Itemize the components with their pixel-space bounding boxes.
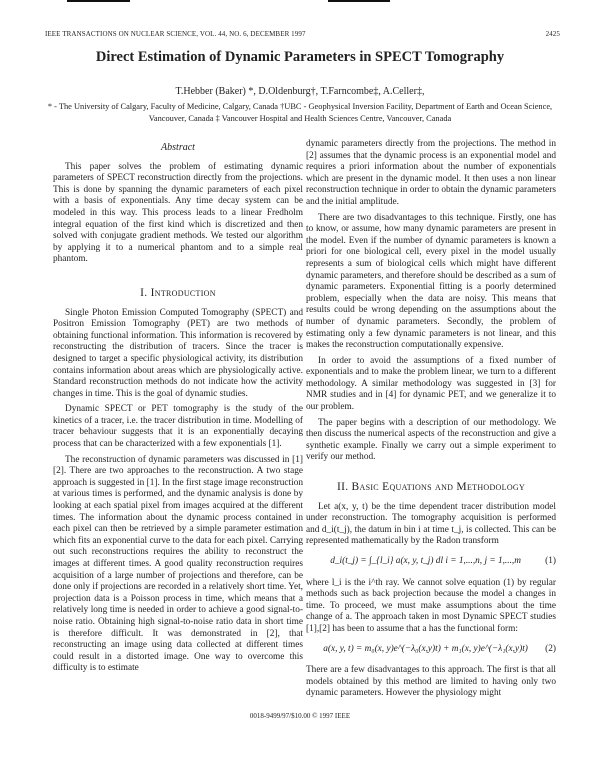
page-number: 2425 [545, 30, 560, 38]
affiliations: * - The University of Calgary, Faculty of Medicine, Calgary, Canada †UBC - Geophysical Inversion Facility, Department of Earth and Ocean Science, Vancouver, Canada ‡ Vancouver Hospital and Health Sciences Centre, Vancouver, Canada [47, 102, 553, 123]
equation-2-number: (2) [545, 643, 556, 654]
left-column [53, 140, 303, 679]
equation-2 [306, 644, 556, 656]
equation-1 [306, 556, 556, 568]
paragraph: The paper begins with a description of our methodology. We then discuss the numerical aspects of the reconstruction and give a synthetic example. Finally we carry out a simple experiment to verify our method. [306, 417, 556, 463]
section-heading-introduction: I. Introduction [140, 286, 216, 299]
paragraph: In order to avoid the assumptions of a fixed number of exponentials and to make the problem linear, we turn to a different methodology. A similar methodology was suggested in [3] for NMR studies and in [4] for dynamic PET, and we generalize it to our problem. [306, 355, 556, 413]
equation-1-body: d_i(t_j) = ∫_{l_i} a(x, y, t_j) dl i = 1,...,n, j = 1,...,m [330, 556, 521, 566]
paragraph: where l_i is the i^th ray. We cannot solve equation (1) by regular methods such as back projection because the model a changes in time. To proceed, we must make assumptions about the time change of a. The approach taken in most Dynamic SPECT studies [1],[2] has been to assume that a has the functional form: [306, 577, 556, 634]
equation-2-body: a(x, y, t) = m₀(x, y)e^(−λ₀(x,y)t) + m₁(x, y)e^(−λ₁(x,y)t) [323, 643, 528, 654]
paragraph: There are two disadvantages to this technique. Firstly, one has to know, or assume, how many dynamic parameters are present in the model. Even if the number of dynamic parameters is known a priori for one biological cell, every pixel in the model usually represents a sum of biological cells which might have different dynamic parameters, and therefore should be described as a sum of dynamic parameters. Exponential fitting is a poorly determined problem, especially when the data are noisy. This means that results could be wrong depending on the assumptions about the number of dynamic parameters. Secondly, the problem of estimating only a few dynamic parameters is not linear, and this makes the reconstruction computationally expensive. [306, 212, 556, 351]
paragraph: Let a(x, y, t) be the time dependent tracer distribution model under reconstruction. The tomography acquisition is performed and d_i(t_j), the datum in bin i at time t_j, is collected. This can be represented mathematically by the Radon transform [306, 501, 556, 547]
abstract-text: This paper solves the problem of estimating dynamic parameters of SPECT reconstruction directly from the projections. This is done by spanning the dynamic parameters of each pixel with a basis of exponentials. Any time decay system can be modeled in this way. This process leads to a linear Fredholm integral equation of the first kind which is discretized and then solved with conjugate gradient methods. We tested our algorithm by applying it to a numerical phantom and to a simple real phantom. [53, 161, 303, 265]
paragraph: Single Photon Emission Computed Tomography (SPECT) and Positron Emission Tomography (PET) are two methods of obtaining functional information. This information is recovered by reconstructing the distribution of tracers. Since the tracer is designed to target a specific physiological activity, its distribution contains information about areas which are physiologically active. Standard reconstruction methods do not indicate how the activity changes in time. This is the goal of dynamic studies. [53, 307, 303, 399]
scan-edge-mark [67, 0, 130, 2]
paragraph: The reconstruction of dynamic parameters was discussed in [1][2]. There are two approaches to the reconstruction. A two stage approach is suggested in [1]. In the first stage image reconstruction at various times is performed, and the dynamic analysis is done by looking at each spatial pixel from images acquired at the different times. The information about the dynamic process contained in each pixel can then be retrieved by a simple parameter estimation which fits an exponential curve to the data for each pixel. Carrying out such reconstructions requires the ability to reconstruct the images at different times. A good quality reconstruction requires acquisition of a large number of projections and therefore, can be done only if projections are recorded in a relatively short time. Yet, projection data is a Poisson process in time, which means that a relatively long time is needed in order to achieve a good signal-to-noise ratio. Obtaining high signal-to-noise ratio data in short time is therefore difficult. It was demonstrated in [2], that reconstructing an image using data collected at different times could result in a distorted image. One way to overcome this difficulty is to estimate [53, 454, 303, 674]
scan-edge-mark [328, 0, 390, 2]
running-header [45, 30, 560, 38]
abstract-heading: Abstract [161, 142, 195, 153]
paragraph: dynamic parameters directly from the projections. The method in [2] assumes that the dynamic process is an exponential model and requires a priori information about the number of exponentials which are present in the dynamic model. It then uses a non linear reconstruction technique in order to obtain the dynamic parameters and the initial amplitude. [306, 139, 556, 207]
paragraph: There are a few disadvantages to this approach. The first is that all models obtained by this method are limited to having only two dynamic parameters. However the physiology might [306, 665, 556, 699]
right-column [306, 139, 556, 704]
journal-line: IEEE TRANSACTIONS ON NUCLEAR SCIENCE, VOL. 44, NO. 6, DECEMBER 1997 [45, 30, 306, 38]
paragraph: Dynamic SPECT or PET tomography is the study of the kinetics of a tracer, i.e. the tracer distribution in time. Modelling of tracer behaviour suggests that it is an exponentially decaying process that can be characterized with a few exponentials [1]. [53, 404, 303, 450]
section-heading-methodology: II. Basic Equations and Methodology [336, 481, 526, 494]
copyright-footer: 0018-9499/97/$10.00 © 1997 IEEE [249, 712, 351, 720]
equation-1-number: (1) [545, 556, 556, 566]
authors: T.Hebber (Baker) *, D.Oldenburg†, T.Farncombe‡, A.Celler‡, [175, 86, 425, 97]
paper-title: Direct Estimation of Dynamic Parameters in SPECT Tomography [95, 49, 505, 65]
